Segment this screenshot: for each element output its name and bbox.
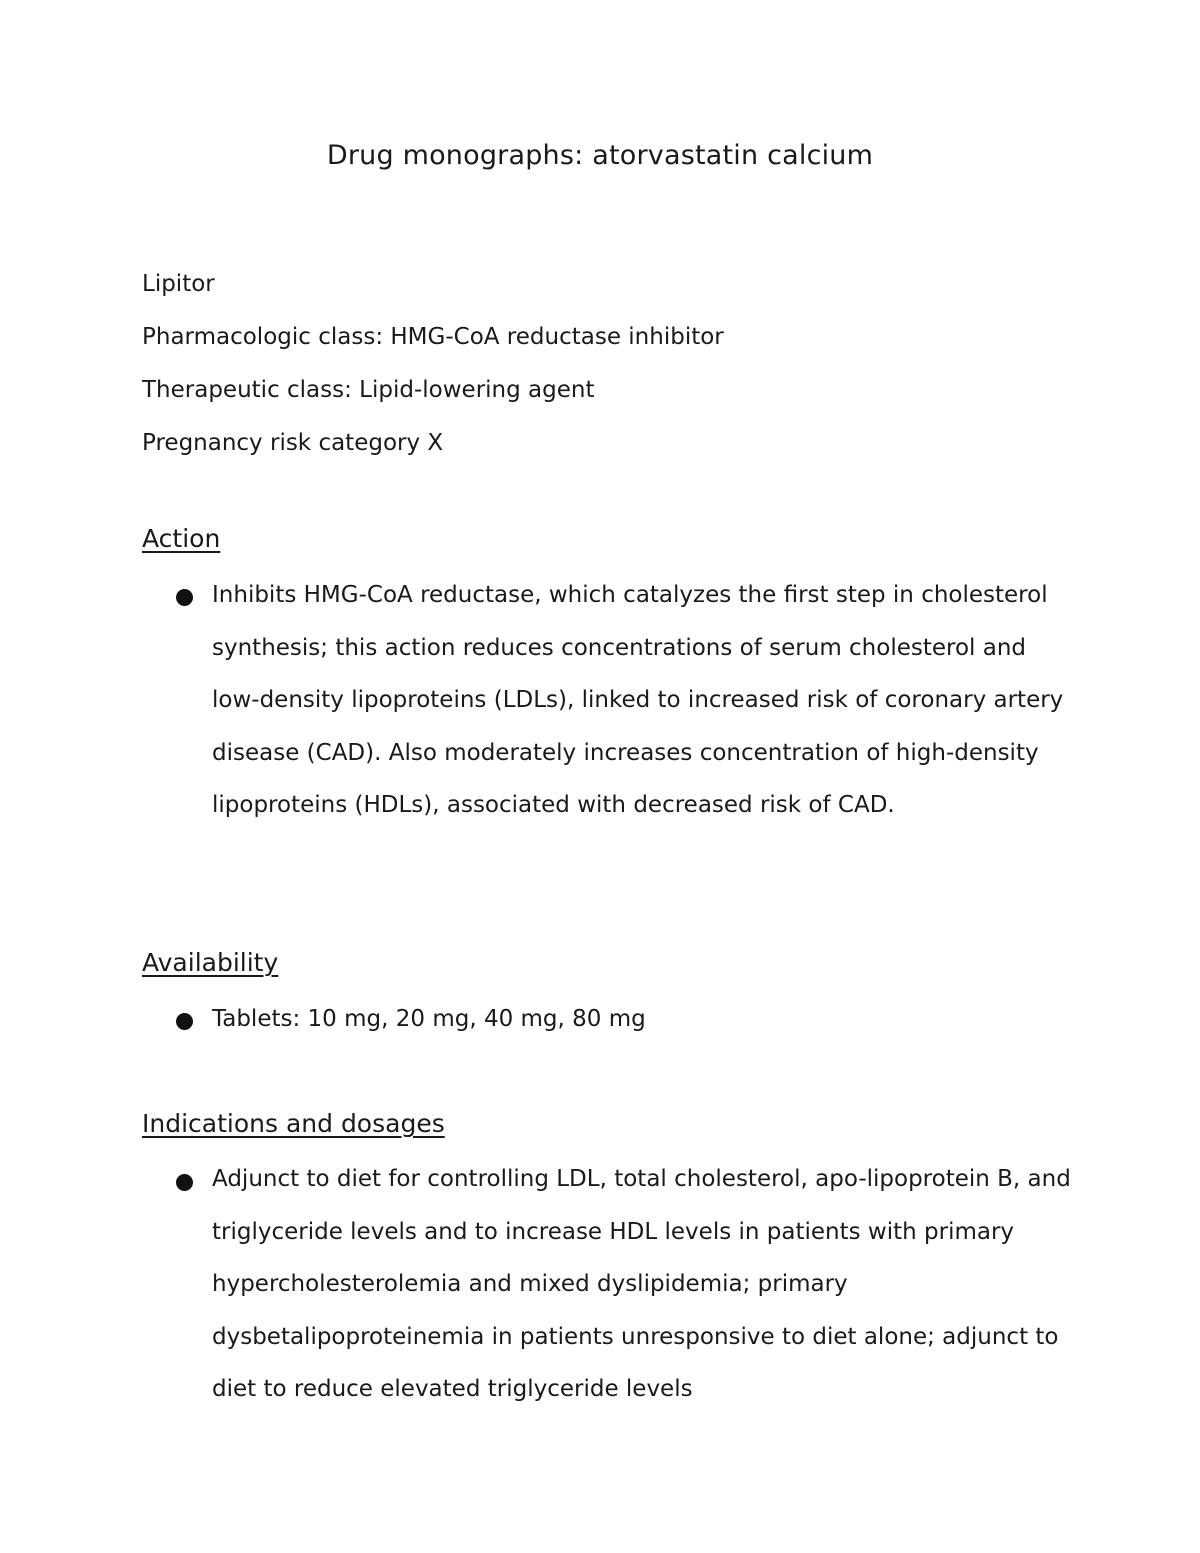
therapeutic-class: Therapeutic class: Lipid-lowering agent xyxy=(142,377,595,403)
indications-bullet xyxy=(212,1153,1072,1416)
indications-text: Adjunct to diet for controlling LDL, total cholesterol, apo-lipoprotein B, and triglyceride levels and to increase HDL levels in patients with primary hypercholesterolemia and mixed dyslipidemia; primary dysbetalipoproteinemia in patients unresponsive to diet alone; adjunct to diet to reduce elevated triglyceride levels xyxy=(212,1166,1071,1402)
availability-text: Tablets: 10 mg, 20 mg, 40 mg, 80 mg xyxy=(212,1006,646,1032)
availability-bullet xyxy=(212,993,1072,1046)
bullet-dot-icon xyxy=(176,589,193,606)
bullet-dot-icon xyxy=(176,1013,193,1030)
drug-meta xyxy=(142,258,724,470)
action-text: Inhibits HMG-CoA reductase, which catalyzes the first step in cholesterol synthesis; this action reduces concentrations of serum cholesterol and low-density lipoproteins (LDLs), linked to increased risk of coronary artery disease (CAD). Also moderately increases concentration of high-density lipoproteins (HDLs), associated with decreased risk of CAD. xyxy=(212,582,1064,818)
document-title: Drug monographs: atorvastatin calcium xyxy=(326,140,874,171)
brand-name: Lipitor xyxy=(142,271,215,297)
pharmacologic-class: Pharmacologic class: HMG-CoA reductase inhibitor xyxy=(142,324,724,350)
bullet-dot-icon xyxy=(176,1174,193,1191)
pregnancy-risk-category: Pregnancy risk category X xyxy=(142,430,444,456)
section-heading-action: Action xyxy=(142,524,221,553)
section-heading-indications: Indications and dosages xyxy=(142,1109,445,1138)
section-heading-availability: Availability xyxy=(142,948,279,977)
action-bullet xyxy=(212,569,1072,832)
